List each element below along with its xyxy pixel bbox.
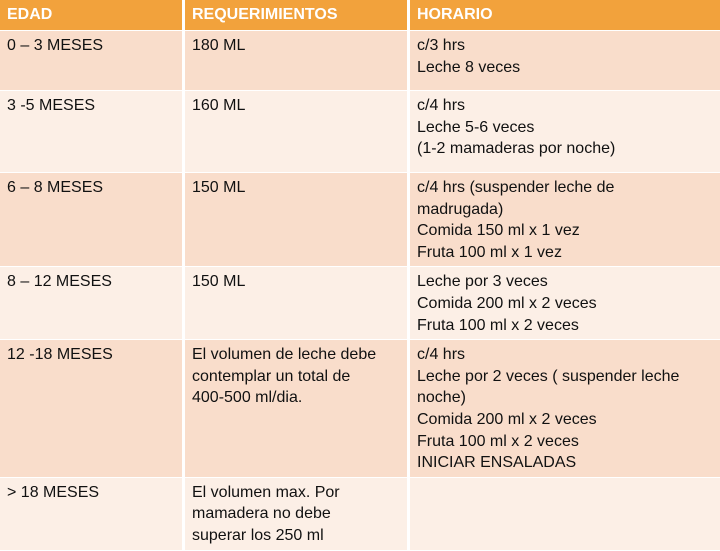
cell-edad: 3 -5 MESES [0, 91, 185, 173]
cell-requerimientos [185, 91, 410, 173]
cell-requerimientos [185, 173, 410, 267]
cell-requerimientos [185, 340, 410, 478]
horario-line: Fruta 100 ml x 1 vez [417, 243, 562, 261]
requerimientos-line: superar los 250 ml [192, 526, 324, 544]
horario-line: Leche por 3 veces [417, 273, 548, 291]
cell-horario [410, 31, 720, 91]
cell-horario [410, 173, 720, 267]
horario-line: Comida 200 ml x 2 veces [417, 410, 597, 428]
requerimientos-line: mamadera no debe [192, 505, 331, 523]
cell-edad: > 18 MESES [0, 478, 185, 551]
horario-line: Comida 200 ml x 2 veces [417, 294, 597, 312]
horario-line: Comida 150 ml x 1 vez [417, 222, 580, 240]
horario-line: c/4 hrs [417, 346, 466, 364]
horario-line: Fruta 100 ml x 2 veces [417, 316, 579, 334]
cell-requerimientos [185, 267, 410, 340]
requerimientos-line: El volumen de leche debe [192, 346, 377, 364]
cell-horario [410, 91, 720, 173]
requerimientos-line: El volumen max. Por [192, 483, 340, 501]
table-row [0, 340, 720, 478]
header-requerimientos: REQUERIMIENTOS [185, 0, 410, 31]
table-row [0, 31, 720, 91]
table-row [0, 173, 720, 267]
horario-line: Leche 5-6 veces [417, 118, 535, 136]
horario-line: noche) [417, 389, 466, 407]
horario-line: Leche 8 veces [417, 58, 521, 76]
cell-edad: 12 -18 MESES [0, 340, 185, 478]
horario-line: Fruta 100 ml x 2 veces [417, 432, 579, 450]
cell-horario [410, 267, 720, 340]
table-row [0, 91, 720, 173]
table-body [0, 31, 720, 551]
horario-line: Leche por 2 veces ( suspender leche [417, 367, 680, 385]
horario-line: c/4 hrs (suspender leche de [417, 179, 615, 196]
cell-requerimientos [185, 31, 410, 91]
cell-edad: 0 – 3 MESES [0, 31, 185, 91]
cell-horario [410, 340, 720, 478]
requerimientos-line: 400-500 ml/dia. [192, 389, 303, 407]
cell-edad: 6 – 8 MESES [0, 173, 185, 267]
horario-line: madrugada) [417, 200, 504, 218]
horario-line: INICIAR ENSALADAS [417, 454, 577, 472]
header-row [0, 0, 720, 31]
requerimientos-line: contemplar un total de [192, 367, 351, 385]
header-horario: HORARIO [410, 0, 720, 31]
header-edad: EDAD [0, 0, 185, 31]
requerimientos-line: 150 ML [192, 273, 246, 291]
requerimientos-line: 150 ML [192, 179, 246, 196]
requerimientos-line: 160 ML [192, 97, 246, 114]
horario-line: c/4 hrs [417, 97, 466, 114]
horario-line: c/3 hrs [417, 37, 466, 54]
cell-edad: 8 – 12 MESES [0, 267, 185, 340]
requerimientos-line: 180 ML [192, 37, 246, 54]
table-row [0, 267, 720, 340]
horario-line: (1-2 mamaderas por noche) [417, 140, 616, 158]
